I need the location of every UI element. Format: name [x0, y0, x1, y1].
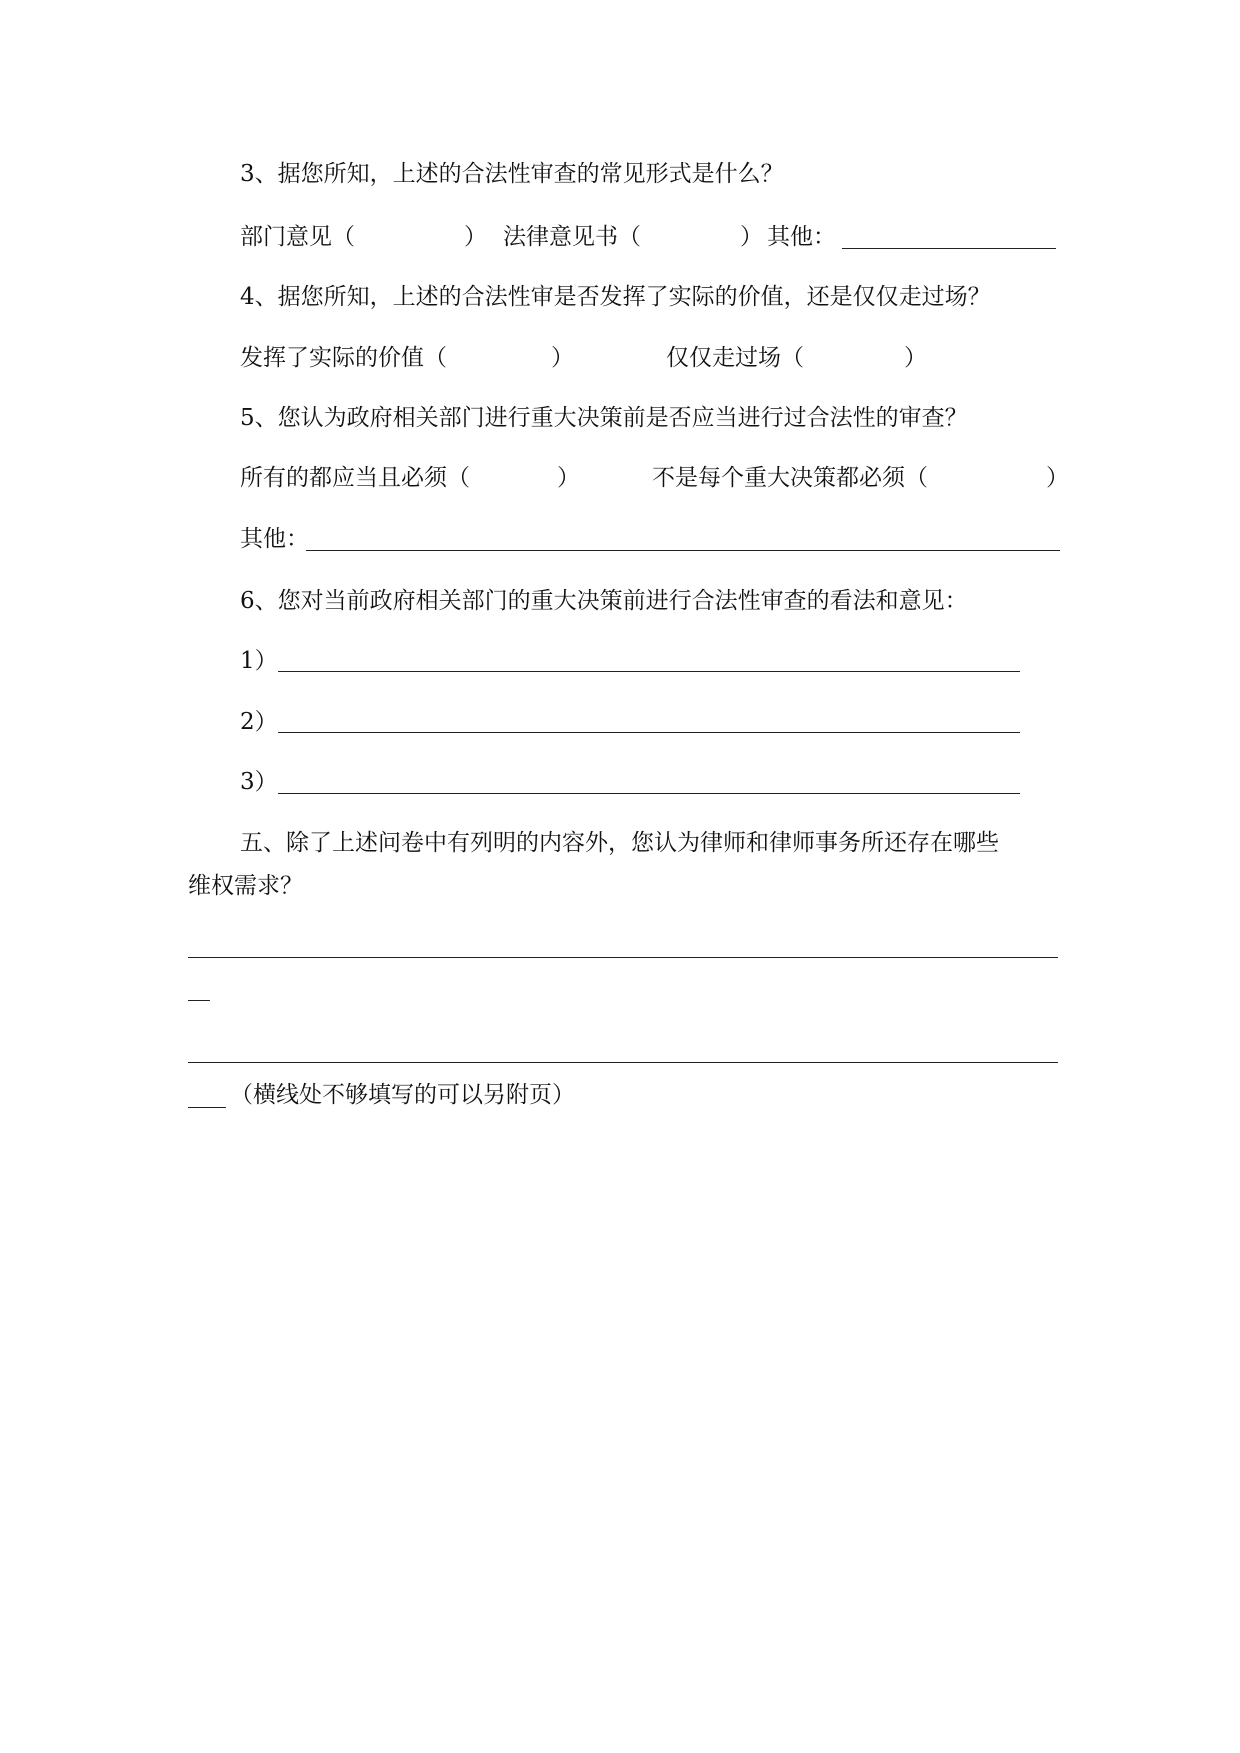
section-five-answer-blank-2[interactable] [188, 1062, 1058, 1063]
section-five-answer-blank-1-tail [188, 1000, 210, 1001]
q5-option-all-required: 所有的都应当且必须（ [240, 465, 470, 491]
q5-option-not-every: 不是每个重大决策都必须（ [652, 465, 928, 491]
q5-other-label: 其他： [240, 526, 309, 552]
section-five-note: （横线处不够填写的可以另附页） [230, 1082, 575, 1108]
q3-option-department-opinion-close: ） [464, 224, 487, 250]
q3-option-legal-opinion-close: ） [740, 224, 763, 250]
q3-question: 3、据您所知，上述的合法性审查的常见形式是什么？ [240, 161, 784, 187]
q6-question: 6、您对当前政府相关部门的重大决策前进行合法性审查的看法和意见： [240, 588, 968, 614]
q4-option-real-value-close: ） [551, 345, 574, 371]
q3-other-blank[interactable] [842, 248, 1056, 249]
q5-option-all-required-close: ） [557, 465, 580, 491]
q4-option-real-value: 发挥了实际的价值（ [240, 345, 447, 371]
section-five-question-line1: 五、除了上述问卷中有列明的内容外，您认为律师和律师事务所还存在哪些 [240, 830, 999, 856]
q4-question: 4、据您所知，上述的合法性审是否发挥了实际的价值，还是仅仅走过场？ [240, 284, 991, 310]
q3-option-other: 其他： [767, 224, 836, 250]
q6-item-2-blank[interactable] [278, 732, 1020, 733]
q6-item-2-label: 2） [240, 709, 278, 735]
section-five-answer-blank-2-tail [188, 1107, 226, 1108]
section-five-answer-blank-1[interactable] [188, 957, 1058, 958]
q6-item-1-label: 1） [240, 648, 278, 674]
q5-option-not-every-close: ） [1046, 465, 1069, 491]
section-five-question-line2: 维权需求？ [188, 873, 303, 899]
q6-item-3-blank[interactable] [278, 793, 1020, 794]
q4-option-formality-close: ） [904, 345, 927, 371]
q6-item-1-blank[interactable] [278, 671, 1020, 672]
q6-item-3-label: 3） [240, 769, 278, 795]
q5-other-blank[interactable] [306, 550, 1060, 551]
q4-option-formality: 仅仅走过场（ [666, 345, 804, 371]
q5-question: 5、您认为政府相关部门进行重大决策前是否应当进行过合法性的审查？ [240, 405, 968, 431]
q3-option-department-opinion: 部门意见（ [240, 224, 355, 250]
q3-option-legal-opinion: 法律意见书（ [503, 224, 641, 250]
